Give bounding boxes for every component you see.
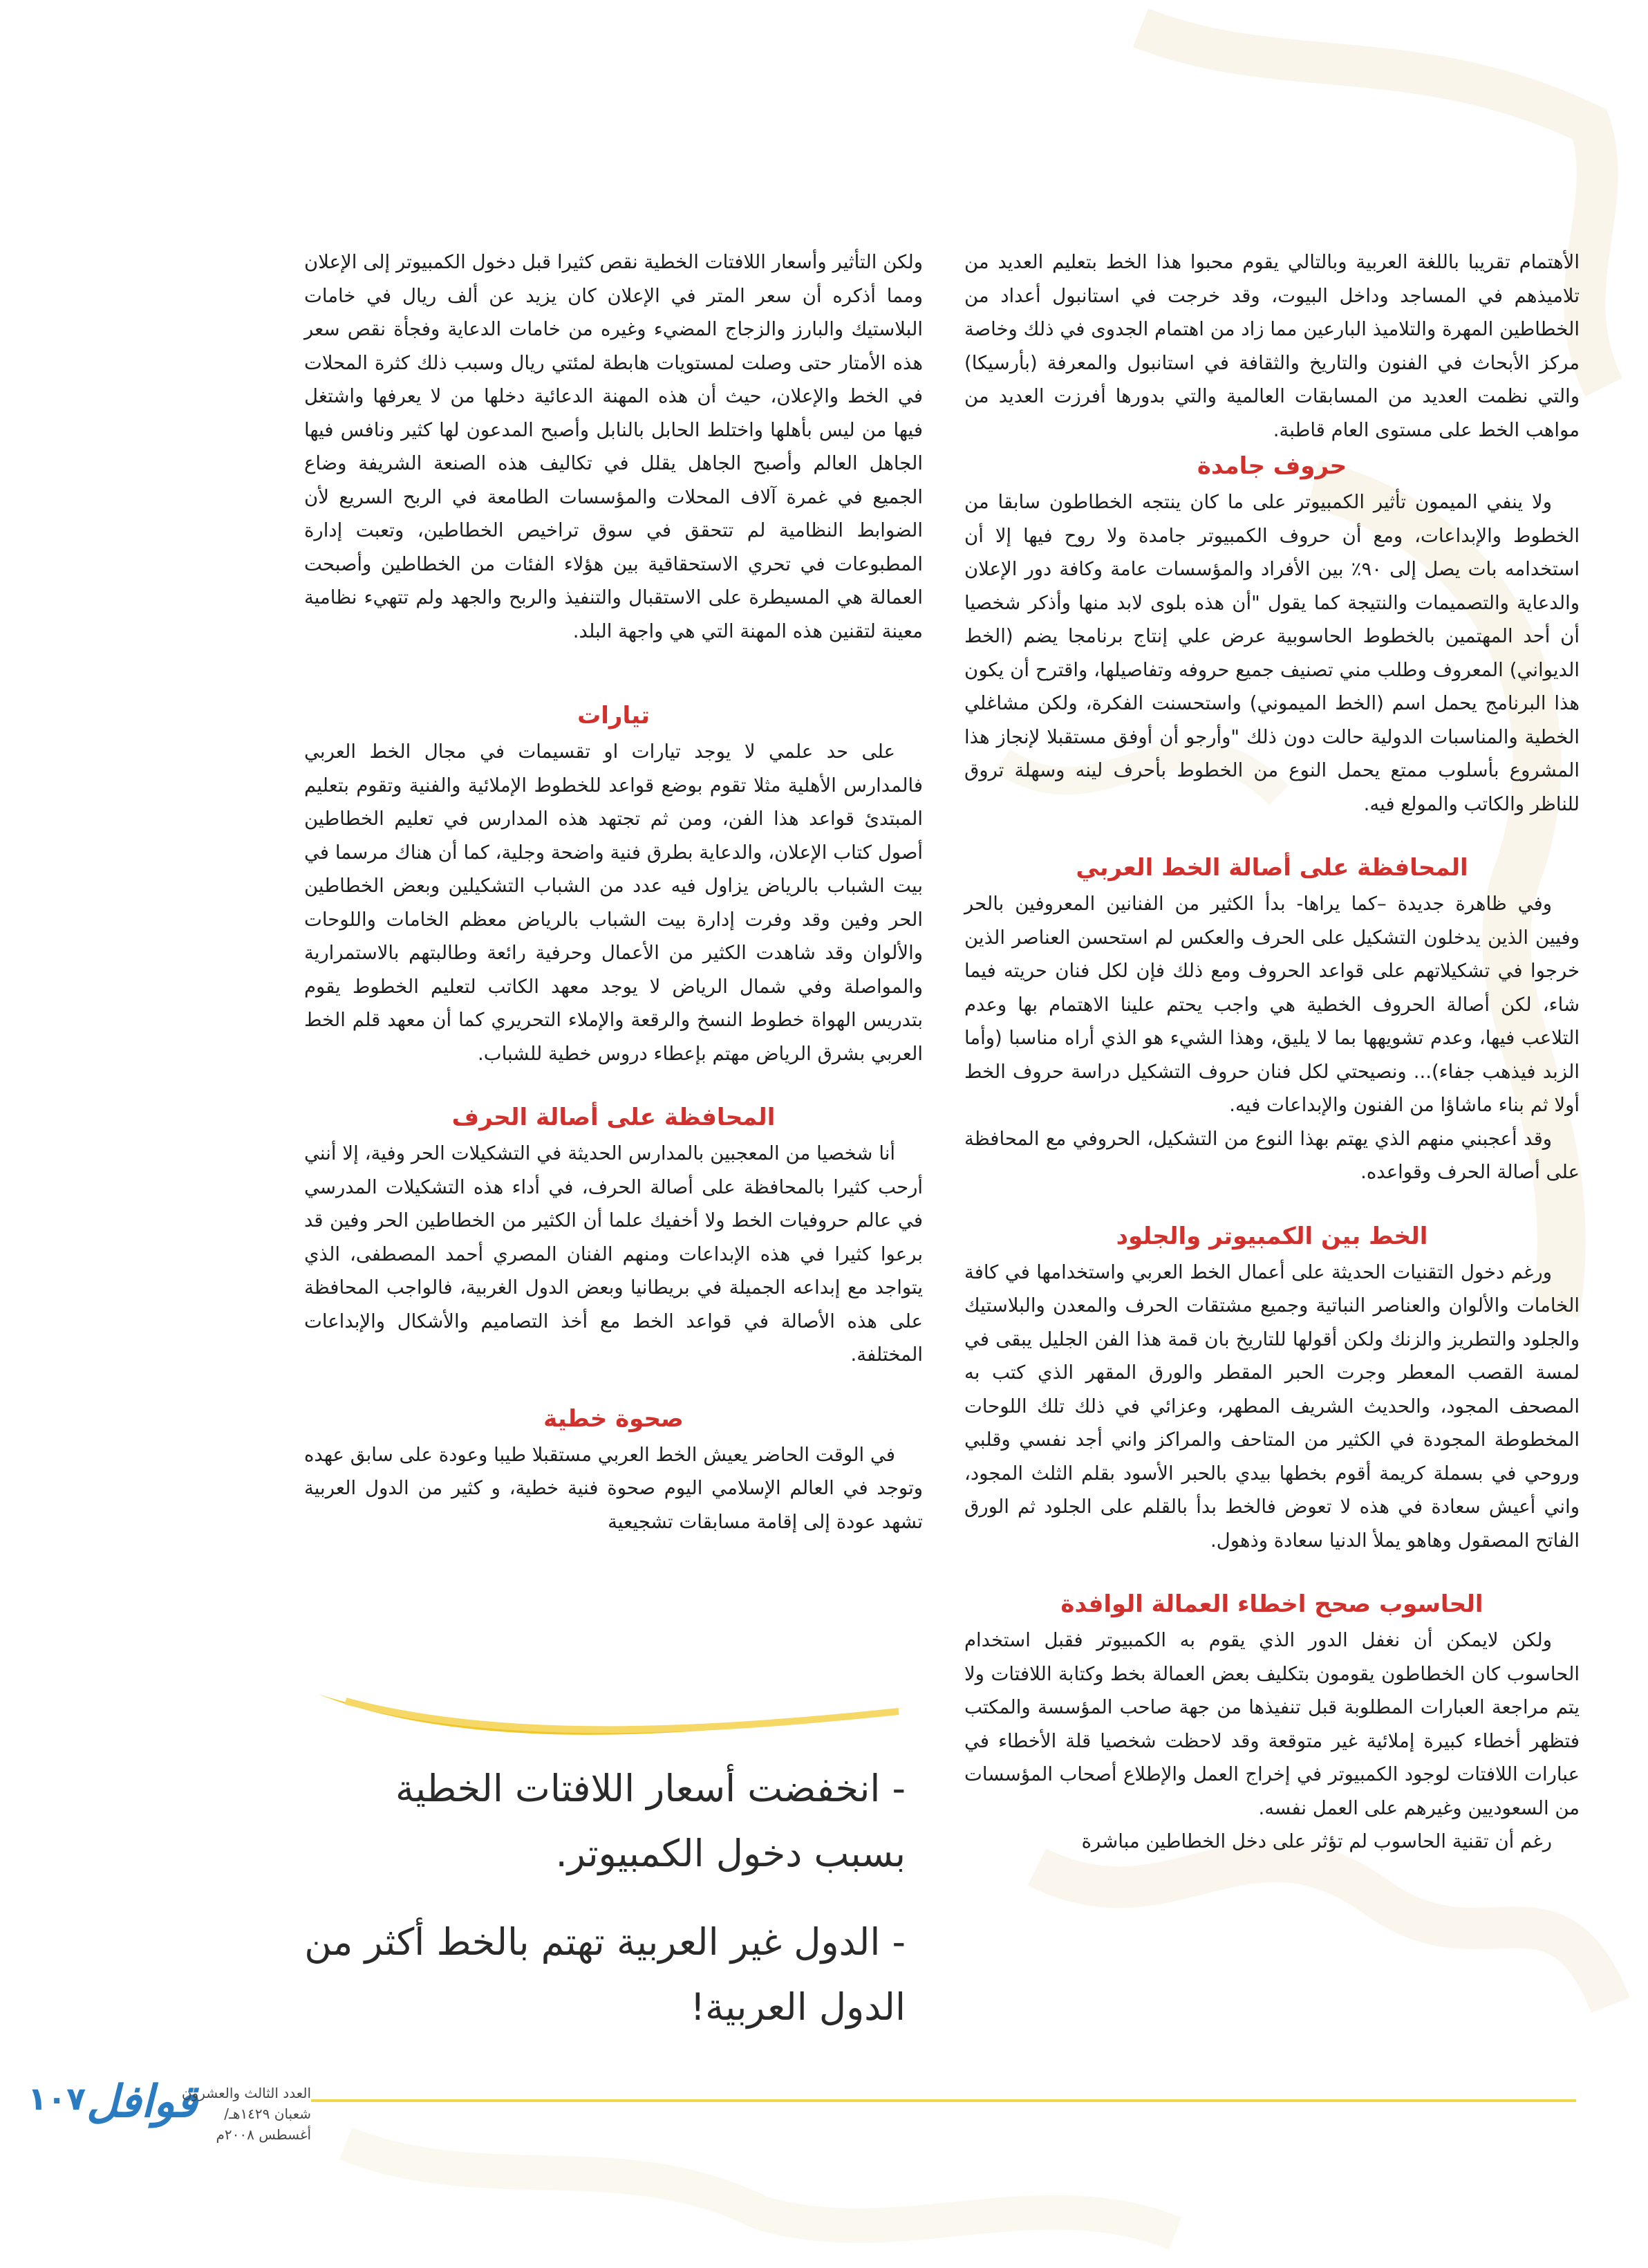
left-text-column — [304, 245, 923, 1539]
heading-preserve-letter: المحافظة على أصالة الحرف — [451, 1104, 776, 1131]
paragraph-currents: على حد علمي لا يوجد تيارات او تقسيمات في مجال الخط العربي فالمدارس الأهلية مثلا تقوم بوضع قواعد للخطوط الإملائية والفنية وتقوم بتعليم المبتدئ قواعد هذا الفن، ومن ثم تجتهد هذه المدارس في تعليم الخطاطين أصول كتاب الإعلان، والدعاية بطرق فنية واضحة وجلية، كما أن هناك مرسما في بيت الشباب بالرياض يزاول فيه عدد من الشباب التشكيلين وبعض الخطاطين الحر وفين وقد وفرت إدارة بيت الشباب بالرياض معظم الخامات واللوحات والألوان وقد شاهدت الكثير من الأعمال وحرفية رائعة وطالبتهم بالاستمرارية والمواصلة وفي شمال الرياض لا يوجد معهد الكاتب لتعليم الخطوط يقوم بتدريس الهواة خطوط النسخ والرقعة والإملاء التحريري كما أن معهد قلم الخط العربي بشرق الرياض مهتم بإعطاء دروس خطية للشباب. — [304, 741, 923, 1065]
issue-info — [180, 2083, 311, 2145]
paragraph-preserve-letter: أنا شخصيا من المعجبين بالمدارس الحديثة في التشكيلات الحر وفية، إلا أنني أرحب كثيرا بالمحافظة على أصالة الحرف، في أداء هذه التشكيلات المدرسي في عالم حروفيات الخط ولا أخفيك علما أن الكثير من الخطاطين الحر وفين قد برعوا كثيرا في هذه الإبداعات ومنهم الفنان المصري أحمد المصطفى، الذي يتواجد مع إبداعه الجميلة في بريطانيا وبعض الدول الغربية، فالواجب المحافظة على هذه الأصالة في قواعد الخط مع أخذ التصاميم والأشكال والإبداعات المختلفة. — [304, 1142, 923, 1366]
heading-calligraphic-revival: صحوة خطية — [543, 1404, 684, 1433]
paragraph-hard-letters: ولا ينفي الميمون تأثير الكمبيوتر على ما كان ينتجه الخطاطون سابقا من الخطوط والإبداعات، ومع أن حروف الكمبيوتر جامدة ولا روح فيها إلا أن استخدامه بات يصل إلى ٩٠٪ بين الأفراد والمؤسسات عامة وكافة دور الإعلان والدعاية والتصميمات والنتيجة كما يقول "أن هذه بلوى لابد منها وأذكر شخصيا أن أحد المهتمين بالخطوط الحاسوبية عرض علي إنتاج برنامجا يضم (الخط الديواني) المعروف وطلب مني تصنيف جميع حروفه وتفاصيلها، واقترح أن يكون هذا البرنامج يحمل اسم (الخط الميموني) واستحسنت الفكرة، ولكن مشاغلي الخطية والمناسبات الدولية حالت دون ذلك "وأرجو أن أوفق مستقبلا لإنجاز هذا المشروع بأسلوب ممتع يحمل النوع من الخطوط بأحرف لينه وسهلة تروق للناظر والكاتب والمولع فيه. — [964, 491, 1580, 815]
paragraph-preserve-1: وفي ظاهرة جديدة –كما يراها- بدأ الكثير من الفنانين المعروفين بالحر وفيين الذين يدخلون التشكيل على الحرف والعكس لم استحسن العناصر الذين خرجوا في تشكيلاتهم على قواعد الحروف ومع ذلك فإن لكل فنان حريته فيما شاء، لكن أصالة الحروف الخطية هي واجب يحتم علينا الاهتمام بها وعدم التلاعب فيها، وعدم تشويهها بما لا يليق، وهذا الشيء هو الذي أراه مناسبا (وأما الزبد فيذهب جفاء)... ونصيحتي لكل فنان حروف التشكيل دراسة حروف الخط أولا ثم بناء ماشاؤا من الفنون والإبداعات فيه. — [964, 893, 1580, 1116]
heading-computer-and-leather: الخط بين الكمبيوتر والجلود — [1116, 1222, 1428, 1250]
right-text-column — [964, 245, 1580, 1859]
heading-hard-letters: حروف جامدة — [1197, 452, 1347, 480]
heading-currents: تيارات — [577, 702, 650, 729]
issue-number: العدد الثالث والعشرون — [181, 2085, 311, 2101]
pull-quote-1: - انخفضت أسعار اللافتات الخطية بسبب دخول الكمبيوتر. — [395, 1767, 906, 1875]
issue-date: شعبان ١٤٢٩هـ/ أغسطس ٢٠٠٨م — [216, 2106, 311, 2143]
pull-quote-2: - الدول غير العربية تهتم بالخط أكثر من الدول العربية! — [304, 1920, 906, 2029]
right-intro-paragraph: الأهتمام تقريبا باللغة العربية وبالتالي يقوم محبوا هذا الخط بتعليم العديد من تلاميذهم في المساجد وداخل البيوت، وقد خرجت في استانبول أعداد من الخطاطين المهرة والتلاميذ البارعين مما زاد من اهتمام الجدوى في ذلك وخاصة مركز الأبحاث في الفنون والتاريخ والثقافة في استانبول والمعرفة (بأرسيكا) والتي نظمت العديد من المسابقات العالمية والتي بدورها أفرزت العديد من مواهب الخط على مستوى العام قاطبة. — [964, 251, 1580, 441]
magazine-logo: قوافل — [86, 2076, 198, 2128]
footer-rule — [311, 2099, 1576, 2102]
left-intro-paragraph: ولكن التأثير وأسعار اللافتات الخطية نقص كثيرا قبل دخول الكمبيوتر إلى الإعلان ومما أذكره أن سعر المتر في الإعلان كان يزيد عن ألف ريال في خامات البلاستيك والبارز والزجاج المضيء وغيره من خامات الدعاية وفجأة نقص سعر هذه الأمتار حتى وصلت لمستويات هابطة لمئتي ريال وسبب ذلك كثرة المحلات في الخط والإعلان، حيث أن هذه المهنة الدعائية دخلها من لا يعرفها واشتغل فيها من ليس بأهلها واختلط الحابل بالنابل وأصبح المدعون لها كثير ونافس فيها الجاهل العالم وأصبح الجاهل يقلل في تكاليف هذه الصنعة الشريفة وضاع الجميع في غمرة آلاف المحلات والمؤسسات الطامعة في الربح السريع لأن الضوابط النظامية لم تتحقق في سوق تراخيص الخطاطين، وتعبت إدارة المطبوعات في تحري الاستحقاقية بين هؤلاء الفئات من الخطاطين وأصبحت العمالة هي المسيطرة على الاستقبال والتنفيذ والربح والجهد ولم تتهيء نظامية معينة لتقنين هذه المهنة التي هي واجهة البلد. — [304, 251, 923, 642]
pull-quotes — [297, 1756, 906, 2063]
heading-preserve-arabic-calligraphy: المحافظة على أصالة الخط العربي — [1076, 854, 1468, 882]
paragraph-preserve-2: وقد أعجبني منهم الذي يهتم بهذا النوع من التشكيل، الحروفي مع المحافظة على أصالة الحرف وقواعده. — [964, 1127, 1580, 1183]
page-number: ١٠٧ — [28, 2080, 86, 2117]
page-footer — [28, 2074, 311, 2143]
paragraph-computer-corrected-1: ولكن لايمكن أن نغفل الدور الذي يقوم به الكمبيوتر فقبل استخدام الحاسوب كان الخطاطون يقومون بتكليف بعض العمالة بخط وكتابة اللافتات ولا يتم مراجعة العبارات المطلوبة قبل تنفيذها من جهة صاحب المؤسسة والمكتب فتظهر أخطاء كبيرة إملائية غير متوقعة وقد لاحظت شخصيا قلة الأخطاء في عبارات اللافتات لوجود الكمبيوتر في إخراج العمل والإطلاع أصحاب المؤسسات من السعوديين وغيرهم على العمل نفسه. — [964, 1629, 1580, 1819]
paragraph-calligraphic-revival: في الوقت الحاضر يعيش الخط العربي مستقبلا طيبا وعودة على سابق عهده وتوجد في العالم الإسلامي اليوم صحوة فنية خطية، و كثير من الدول العربية تشهد عودة إلى إقامة مسابقات تشجيعية — [304, 1443, 923, 1533]
yellow-swoosh-decoration — [304, 1680, 912, 1749]
paragraph-computer-corrected-2: رغم أن تقنية الحاسوب لم تؤثر على دخل الخطاطين مباشرة — [1081, 1830, 1552, 1852]
paragraph-computer-and-leather: ورغم دخول التقنيات الحديثة على أعمال الخط العربي واستخدامها في كافة الخامات والألوان والعناصر النباتية وجميع مشتقات الحرف والمعدن والبلاستيك والجلود والتطريز والزنك ولكن أقولها للتاريخ بان قمة هذا الفن الجليل يبقى في لمسة القصب المعطر وجرت الحبر المقطر والورق المقهر الذي كتب به المصحف المجود، والحديث الشريف المطهر، وعزائي في ذلك تلك اللوحات المخطوطة المجودة في الكثير من المتاحف والمراكز واني أجد نفسي وقلبي وروحي في بسملة كريمة أقوم بخطها بيدي بالحبر الأسود بقلم الثلث المجود، واني أعيش سعادة في هذه لا تعوض فالخط بدأ بالقلم على الجلود ثم الورق الفاتح المصقول وهاهو يملأ الدنيا سعادة وذهول. — [964, 1261, 1580, 1552]
heading-computer-corrected-errors: الحاسوب صحح اخطاء العمالة الوافدة — [1060, 1590, 1483, 1618]
